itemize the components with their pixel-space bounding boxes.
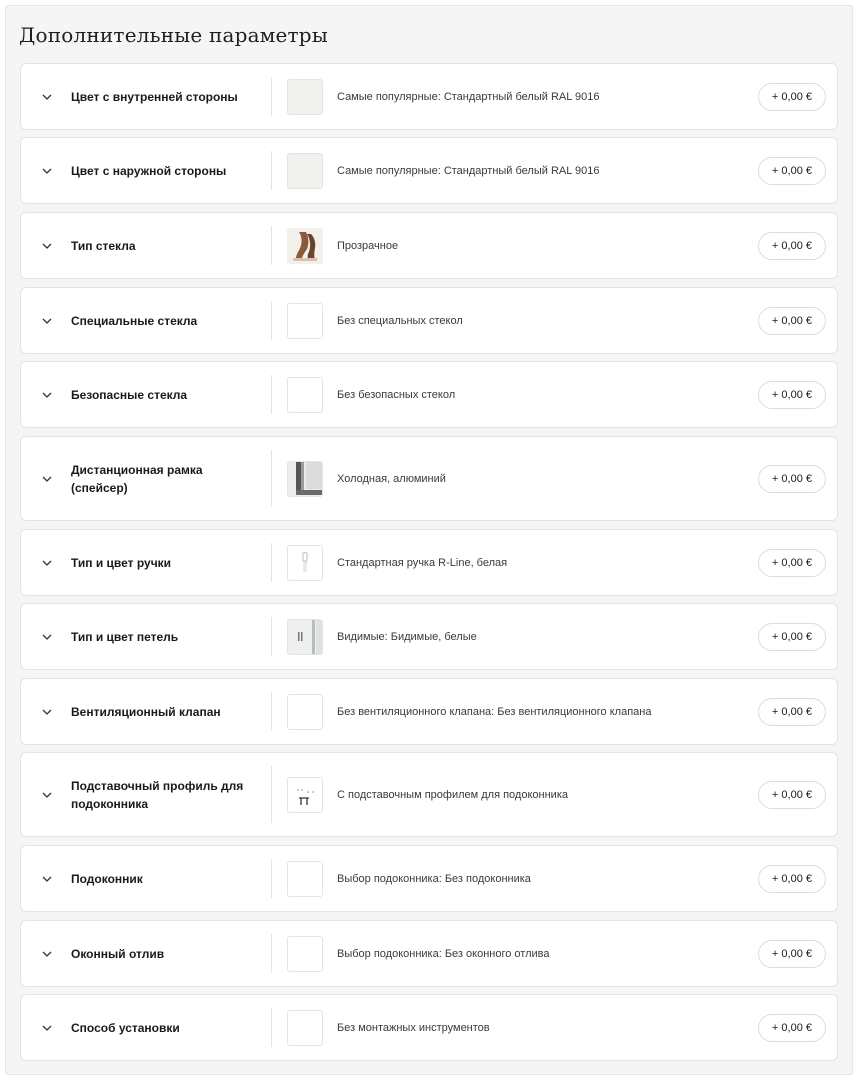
option-row-vent-valve[interactable] [20, 678, 838, 745]
price-badge: + 0,00 € [758, 83, 826, 111]
divider [271, 450, 272, 507]
option-value: Холодная, алюминий [337, 472, 446, 485]
option-row-installation[interactable] [20, 994, 838, 1061]
chevron-down-icon[interactable] [41, 389, 53, 401]
option-value: Прозрачное [337, 239, 399, 252]
price-badge: + 0,00 € [758, 549, 826, 577]
price-badge: + 0,00 € [758, 781, 826, 809]
empty-thumbnail [287, 861, 323, 897]
option-row-spacer[interactable] [20, 436, 838, 521]
option-row-safety-glass[interactable] [20, 361, 838, 428]
divider [271, 375, 272, 414]
option-row-outer-color[interactable] [20, 137, 838, 204]
divider [271, 301, 272, 340]
option-value: Самые популярные: Стандартный белый RAL 9016 [337, 90, 600, 103]
section-title: Дополнительные параметры [19, 23, 328, 47]
option-label: Безопасные стекла [71, 387, 188, 402]
chevron-down-icon[interactable] [41, 91, 53, 103]
aluminum-spacer-image [287, 461, 323, 497]
price-badge: + 0,00 € [758, 157, 826, 185]
option-value: Стандартная ручка R-Line, белая [337, 556, 508, 569]
option-label: Специальные стекла [71, 313, 198, 328]
price-badge: + 0,00 € [758, 698, 826, 726]
option-row-inner-color[interactable] [20, 63, 838, 130]
divider [271, 77, 272, 116]
option-label: Подставочный профиль для подоконника [71, 778, 244, 811]
price-badge: + 0,00 € [758, 1014, 826, 1042]
option-value: Без безопасных стекол [337, 388, 456, 401]
option-label: Цвет с наружной стороны [71, 163, 227, 178]
option-value: Выбор подоконника: Без оконного отлива [337, 947, 550, 960]
price-badge: + 0,00 € [758, 381, 826, 409]
divider [271, 934, 272, 973]
option-row-hinges[interactable] [20, 603, 838, 670]
empty-thumbnail [287, 1010, 323, 1046]
option-label: Тип и цвет петель [71, 629, 179, 644]
option-row-special-glass[interactable] [20, 287, 838, 354]
option-value: Видимые: Бидимые, белые [337, 630, 477, 643]
option-label: Вентиляционный клапан [71, 704, 221, 719]
chevron-down-icon[interactable] [41, 789, 53, 801]
additional-options-panel [5, 5, 853, 1075]
handle-image [287, 545, 323, 581]
option-row-window-sill[interactable] [20, 845, 838, 912]
chevron-down-icon[interactable] [41, 165, 53, 177]
price-badge: + 0,00 € [758, 623, 826, 651]
chevron-down-icon[interactable] [41, 631, 53, 643]
price-badge: + 0,00 € [758, 865, 826, 893]
option-value: С подставочным профилем для подоконника [337, 788, 568, 801]
option-row-sill-profile[interactable] [20, 752, 838, 837]
sill-profile-drawing [287, 777, 323, 813]
option-label: Цвет с внутренней стороны [71, 89, 238, 104]
option-value: Самые популярные: Стандартный белый RAL 9016 [337, 164, 600, 177]
chevron-down-icon[interactable] [41, 473, 53, 485]
divider [271, 692, 272, 731]
chevron-down-icon[interactable] [41, 873, 53, 885]
chevron-down-icon[interactable] [41, 315, 53, 327]
option-label: Оконный отлив [71, 946, 165, 961]
chevron-down-icon[interactable] [41, 948, 53, 960]
white-color-swatch [287, 79, 323, 115]
price-badge: + 0,00 € [758, 232, 826, 260]
price-badge: + 0,00 € [758, 940, 826, 968]
empty-thumbnail [287, 377, 323, 413]
option-row-drip-sill[interactable] [20, 920, 838, 987]
price-badge: + 0,00 € [758, 307, 826, 335]
option-label: Дистанционная рамка (спейсер) [71, 462, 203, 495]
option-value: Без специальных стекол [337, 314, 463, 327]
divider [271, 226, 272, 265]
hinge-image [287, 619, 323, 655]
option-value: Выбор подоконника: Без подоконника [337, 872, 531, 885]
white-color-swatch [287, 153, 323, 189]
empty-thumbnail [287, 936, 323, 972]
empty-thumbnail [287, 694, 323, 730]
divider [271, 617, 272, 656]
option-value: Без монтажных инструментов [337, 1021, 490, 1034]
option-row-glass-type[interactable] [20, 212, 838, 279]
empty-thumbnail [287, 303, 323, 339]
option-label: Способ установки [71, 1020, 180, 1035]
chevron-down-icon[interactable] [41, 240, 53, 252]
option-label: Тип и цвет ручки [71, 555, 172, 570]
chevron-down-icon[interactable] [41, 557, 53, 569]
chevron-down-icon[interactable] [41, 1022, 53, 1034]
divider [271, 1008, 272, 1047]
clear-glass-image [287, 228, 323, 264]
option-label: Тип стекла [71, 238, 136, 253]
divider [271, 766, 272, 823]
divider [271, 151, 272, 190]
option-label: Подоконник [71, 871, 143, 886]
option-row-handle[interactable] [20, 529, 838, 596]
divider [271, 543, 272, 582]
option-value: Без вентиляционного клапана: Без вентиляционного клапана [337, 705, 652, 718]
chevron-down-icon[interactable] [41, 706, 53, 718]
price-badge: + 0,00 € [758, 465, 826, 493]
divider [271, 859, 272, 898]
